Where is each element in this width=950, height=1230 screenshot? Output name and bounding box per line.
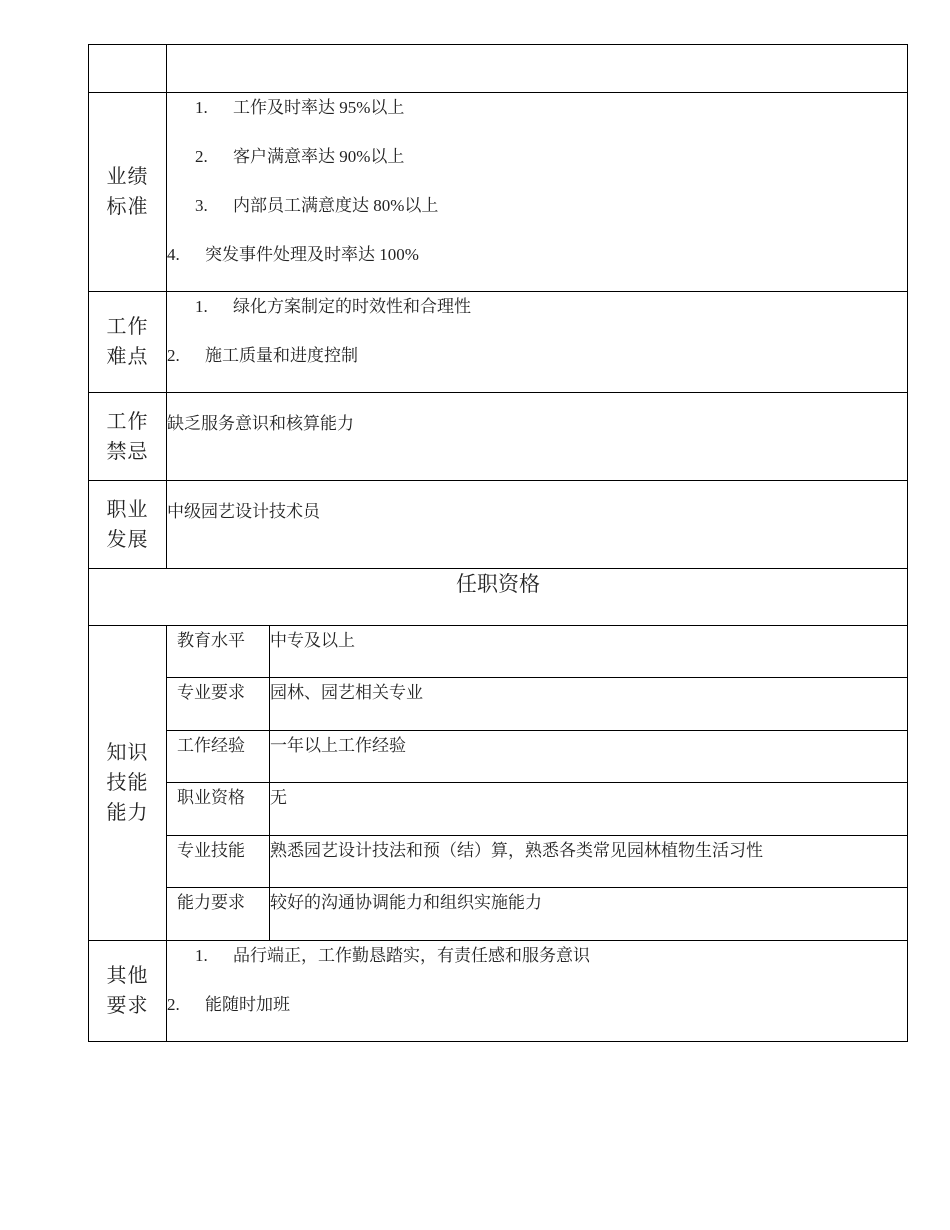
list-item: 1. 绿化方案制定的时效性和合理性 bbox=[195, 297, 471, 316]
taboo-content bbox=[167, 393, 908, 481]
list-item: 2. 施工质量和进度控制 bbox=[167, 346, 358, 365]
career-content bbox=[167, 481, 908, 569]
section-title: 任职资格 bbox=[89, 569, 908, 626]
career-label: 职业 发展 bbox=[89, 481, 167, 569]
experience-value: 一年以上工作经验 bbox=[270, 731, 908, 783]
certification-value: 无 bbox=[270, 783, 908, 836]
difficulty-row bbox=[89, 292, 908, 393]
list-item: 2. 能随时加班 bbox=[167, 995, 290, 1014]
empty-content-cell bbox=[167, 45, 908, 93]
education-value: 中专及以上 bbox=[270, 626, 908, 678]
taboo-text: 缺乏服务意识和核算能力 bbox=[167, 414, 354, 433]
qualification-row bbox=[89, 888, 908, 941]
empty-label-cell bbox=[89, 45, 167, 93]
major-label: 专业要求 bbox=[167, 678, 270, 731]
career-row bbox=[89, 481, 908, 569]
performance-label: 业绩 标准 bbox=[89, 93, 167, 292]
qualification-row bbox=[89, 678, 908, 731]
qualification-row bbox=[89, 731, 908, 783]
taboo-label: 工作 禁忌 bbox=[89, 393, 167, 481]
qualification-row bbox=[89, 626, 908, 678]
education-label: 教育水平 bbox=[167, 626, 270, 678]
career-text: 中级园艺设计技术员 bbox=[167, 502, 320, 521]
list-item: 2. 客户满意率达 90%以上 bbox=[195, 147, 405, 166]
taboo-row bbox=[89, 393, 908, 481]
other-row bbox=[89, 941, 908, 1042]
qualification-row bbox=[89, 783, 908, 836]
list-item: 3. 内部员工满意度达 80%以上 bbox=[195, 196, 439, 215]
list-item: 1. 品行端正，工作勤恳踏实，有责任感和服务意识 bbox=[195, 946, 590, 965]
job-description-table bbox=[88, 44, 908, 1042]
ability-label: 能力要求 bbox=[167, 888, 270, 941]
difficulty-label: 工作 难点 bbox=[89, 292, 167, 393]
list-item: 4. 突发事件处理及时率达 100% bbox=[167, 245, 419, 264]
qualification-row bbox=[89, 836, 908, 888]
skills-label: 专业技能 bbox=[167, 836, 270, 888]
experience-label: 工作经验 bbox=[167, 731, 270, 783]
other-content bbox=[167, 941, 908, 1042]
difficulty-content bbox=[167, 292, 908, 393]
skills-value: 熟悉园艺设计技法和预（结）算，熟悉各类常见园林植物生活习性 bbox=[270, 836, 908, 888]
qualification-label: 知识 技能 能力 bbox=[89, 626, 167, 941]
performance-content bbox=[167, 93, 908, 292]
major-value: 园林、园艺相关专业 bbox=[270, 678, 908, 731]
ability-value: 较好的沟通协调能力和组织实施能力 bbox=[270, 888, 908, 941]
performance-row bbox=[89, 93, 908, 292]
list-item: 1. 工作及时率达 95%以上 bbox=[195, 98, 405, 117]
qualification-title-row bbox=[89, 569, 908, 626]
certification-label: 职业资格 bbox=[167, 783, 270, 836]
other-label: 其他 要求 bbox=[89, 941, 167, 1042]
empty-top-row bbox=[89, 45, 908, 93]
